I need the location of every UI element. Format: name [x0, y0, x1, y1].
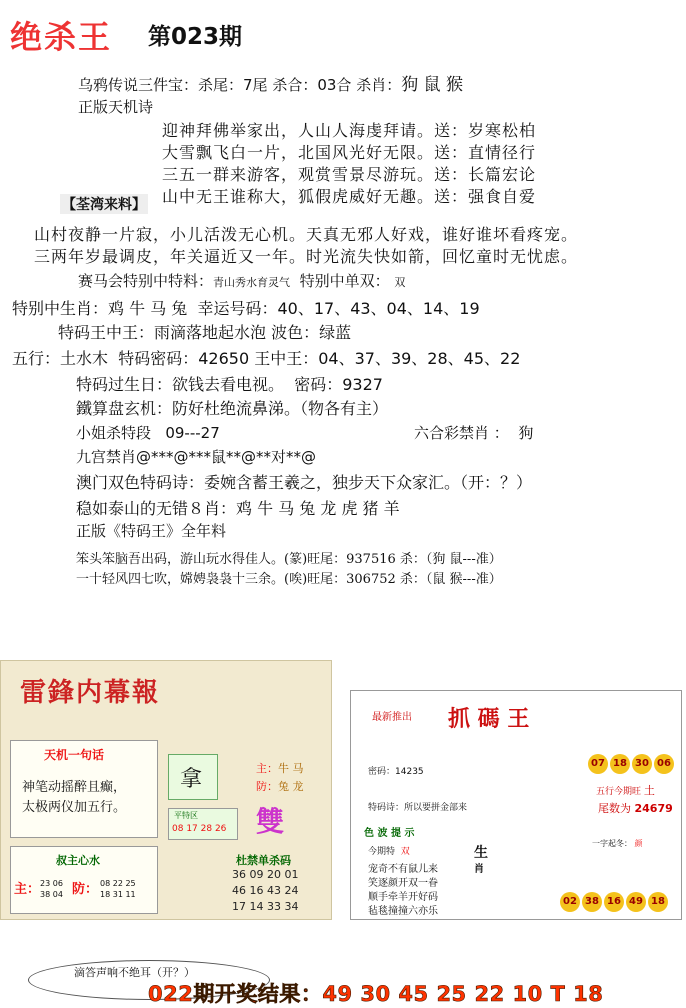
birthday-value: 欲钱去看电视。 — [172, 375, 285, 394]
zhu-line — [256, 760, 304, 776]
saima-value2: 双 — [394, 276, 406, 289]
zhuama-line-1: 宠奇不有鼠儿来 — [368, 864, 438, 875]
jinqi-label: 今期特 — [368, 847, 396, 857]
leizhen-title: 雷鋒内幕報 — [20, 678, 161, 708]
wuya-line — [78, 70, 463, 95]
wencuo-label: 稳如泰山的无错８肖： — [76, 499, 237, 518]
shazhu-row-1: 36 09 20 01 — [232, 868, 299, 881]
xin-title: 叔主心水 — [56, 854, 100, 867]
shuang-char: 雙 — [256, 805, 285, 838]
jinqi-line — [368, 844, 410, 857]
ball-top-2: 18 — [610, 754, 630, 774]
poem-line-3: 三五一群来游客，观赏雪景尽游玩。送：长篇宏论 — [162, 165, 537, 184]
zhuama-line-3: 顺手牵羊开好码 — [368, 892, 438, 903]
poem-line-1: 迎神拜佛举家出，人山人海虔拜请。送：岁寒松柏 — [162, 121, 537, 140]
wuya-xiao: 狗 鼠 猴 — [401, 75, 464, 95]
zhu-label: 主： — [256, 762, 278, 775]
poem-line-2: 大雪飘飞白一片，北国风光好无限。送：直情径行 — [162, 143, 537, 162]
fang-line — [256, 778, 304, 794]
ball-top-4: 06 — [654, 754, 674, 774]
wuya-tail: 7尾 — [243, 76, 268, 94]
taiwan-tag: 【荃湾来料】 — [60, 194, 148, 214]
taiwan-line-1: 山村夜静一片寂，小儿活泼无心机。天真无邪人好戏，谁好谁坏看疼宠。 — [34, 225, 579, 244]
zhuama-banner: 最新推出 — [372, 712, 412, 723]
macau-line — [76, 470, 532, 493]
macau-label: 澳门双色特码诗： — [76, 473, 205, 492]
wuxing-today-value: 土 — [643, 784, 655, 797]
saima-line — [78, 270, 405, 291]
wuya-xiao-label: 杀肖： — [351, 76, 402, 94]
wuxing-line — [12, 346, 520, 369]
birthday-label: 特码过生日： — [76, 375, 173, 394]
tianji-title: 天机一句话 — [44, 748, 105, 762]
wencuo-line — [76, 496, 400, 519]
pingte-nums: 08 17 28 26 — [172, 824, 227, 834]
issue-number: 第023期 — [148, 24, 243, 50]
saima-label2: 特别中单双： — [299, 272, 390, 290]
pwd-label: 密码： — [294, 375, 343, 394]
wuya-he-label: 杀合： — [267, 76, 318, 94]
saima-text: 青山秀水育灵气 — [213, 276, 291, 289]
page-title: 绝杀王 — [10, 18, 113, 56]
ball-bottom-5: 18 — [648, 892, 668, 912]
zhu2-label: 主： — [14, 882, 41, 897]
jiugong-value: @***@***鼠**@**对**@ — [136, 448, 317, 466]
zhuama-line-2: 笑逐颜开双一眷 — [368, 878, 438, 889]
zhuama-line-4: 毡毯撞撞六亦乐 — [368, 906, 438, 917]
fang-label: 防： — [256, 780, 278, 793]
tianji-line-1: 神笔动摇醉且癫， — [22, 780, 127, 795]
weishu-line — [598, 800, 673, 816]
wzw-value: 04、37、39、28、45、22 — [318, 349, 521, 368]
ball-top-1: 07 — [588, 754, 608, 774]
mima-value: 14235 — [395, 767, 424, 777]
tiesuan-label: 鐵算盘玄机： — [76, 399, 173, 418]
draw-result: 022期开奖结果：49 30 45 25 22 10 T 18 — [148, 982, 604, 1006]
char-box-text: 拿 — [180, 767, 203, 792]
lucky-label: 幸运号码： — [197, 299, 278, 318]
tema-pwd-line — [368, 800, 467, 813]
jinqi-value: 双 — [400, 847, 410, 857]
liuhe-line — [414, 422, 533, 443]
annual-line: 正版《特码王》全年料 — [76, 522, 227, 540]
pwd-value: 9327 — [342, 375, 383, 394]
jiugong-line — [76, 446, 316, 467]
ball-bottom-2: 38 — [582, 892, 602, 912]
temawang-value: 雨滴落地起水泡 — [154, 323, 267, 342]
birthday-line — [76, 372, 383, 395]
taiwan-line-2: 三两年岁最调皮，年关逼近又一年。时光流失快如箭，回忆童时无忧虑。 — [34, 247, 579, 266]
temawang-label: 特码王中王： — [58, 323, 155, 342]
zhuama-title: 抓 碼 王 — [448, 707, 530, 732]
wencuo-value: 鸡 牛 马 兔 龙 虎 猪 羊 — [236, 499, 400, 518]
jiugong-label: 九宫禁肖 — [76, 448, 137, 466]
wuya-label: 乌鸦传说三件宝：杀尾： — [78, 76, 244, 94]
wuya-he: 03合 — [317, 76, 352, 94]
tema-pwd-label: 特码诗： — [368, 803, 405, 813]
wuxing-today-text: 五行今期旺 — [596, 787, 642, 797]
yizi-value: 颜 — [634, 839, 643, 848]
wuxing-today — [596, 782, 655, 798]
tianji-line-2: 太极两仪加五行。 — [22, 800, 127, 815]
xiaojie-label: 小姐杀特段 — [76, 424, 152, 442]
sheng-char: 生 — [474, 845, 488, 861]
weishu-label: 尾数为 — [598, 802, 631, 815]
shazhu-title: 杜禁单杀码 — [236, 854, 291, 867]
liuhe-label: 六合彩禁肖 ： — [414, 424, 509, 442]
xiaojie-value: 09---27 — [165, 424, 220, 442]
poem-line-4: 山中无王谁称大，狐假虎威好无趣。送：强食自爱 — [162, 187, 537, 206]
yizi-label: 一字起冬： — [592, 839, 632, 848]
zhu-value: 牛 马 — [278, 762, 304, 775]
saima-label: 赛马会特别中特料： — [78, 272, 214, 290]
mima-label: 密码： — [368, 767, 396, 777]
fang2-label: 防： — [72, 882, 99, 897]
color-label: 波色： — [266, 323, 320, 342]
temawang-line — [58, 320, 351, 343]
yise-label: 色 波 提 示 — [364, 828, 415, 839]
wzw-label: 王中王： — [249, 349, 319, 368]
wuxing-label: 五行： — [12, 349, 61, 368]
weishu-value: 24679 — [634, 802, 673, 815]
special-zodiac-label: 特别中生肖： — [12, 299, 109, 318]
macau-value: 委婉含蓄王羲之，独步天下众家汇。（开：？） — [204, 473, 533, 492]
ball-bottom-1: 02 — [560, 892, 580, 912]
xiaojie-line — [76, 422, 220, 443]
yizi-line — [592, 838, 643, 849]
pingte-label: 平特区 — [174, 811, 198, 820]
zhu2-nums: 23 06 38 04 — [40, 879, 63, 899]
special-zodiac-line — [12, 296, 480, 319]
fang-value: 兔 龙 — [278, 780, 304, 793]
ball-bottom-4: 49 — [626, 892, 646, 912]
xiao-char: 肖 — [474, 864, 484, 875]
ball-bottom-3: 16 — [604, 892, 624, 912]
code-value: 42650 — [198, 349, 250, 368]
shazhu-row-3: 17 14 33 34 — [232, 900, 299, 913]
code-label: 特码密码： — [118, 349, 199, 368]
wuxing-value: 土水木 — [60, 349, 109, 368]
fang2-nums: 08 22 25 18 31 11 — [100, 879, 136, 899]
special-zodiac-value: 鸡 牛 马 兔 — [108, 299, 188, 318]
riddle-1: 笨头笨脑吾出码，游山玩水得佳人。(篆)旺尾：937516 杀：（狗 鼠---准） — [76, 552, 502, 567]
cloud-text: 滴答声响不绝耳（开？） — [74, 966, 195, 979]
liuhe-value: 狗 — [518, 424, 534, 442]
mima-line — [368, 764, 424, 777]
tiesuan-value: 防好杜绝流鼻涕。（物各有主） — [172, 399, 389, 418]
color-value: 绿蓝 — [319, 323, 352, 342]
tema-pwd-value: 所以要拼金部来 — [404, 803, 468, 813]
tiesuan-line — [76, 396, 388, 419]
shazhu-row-2: 46 16 43 24 — [232, 884, 299, 897]
lucky-numbers: 40、17、43、04、14、19 — [277, 299, 480, 318]
poem-title: 正版天机诗 — [78, 98, 154, 116]
ball-top-3: 30 — [632, 754, 652, 774]
riddle-2: 一十轻风四七吹，嫦娉袅袅十三余。(唉)旺尾：306752 杀：（鼠 猴---准） — [76, 572, 502, 587]
